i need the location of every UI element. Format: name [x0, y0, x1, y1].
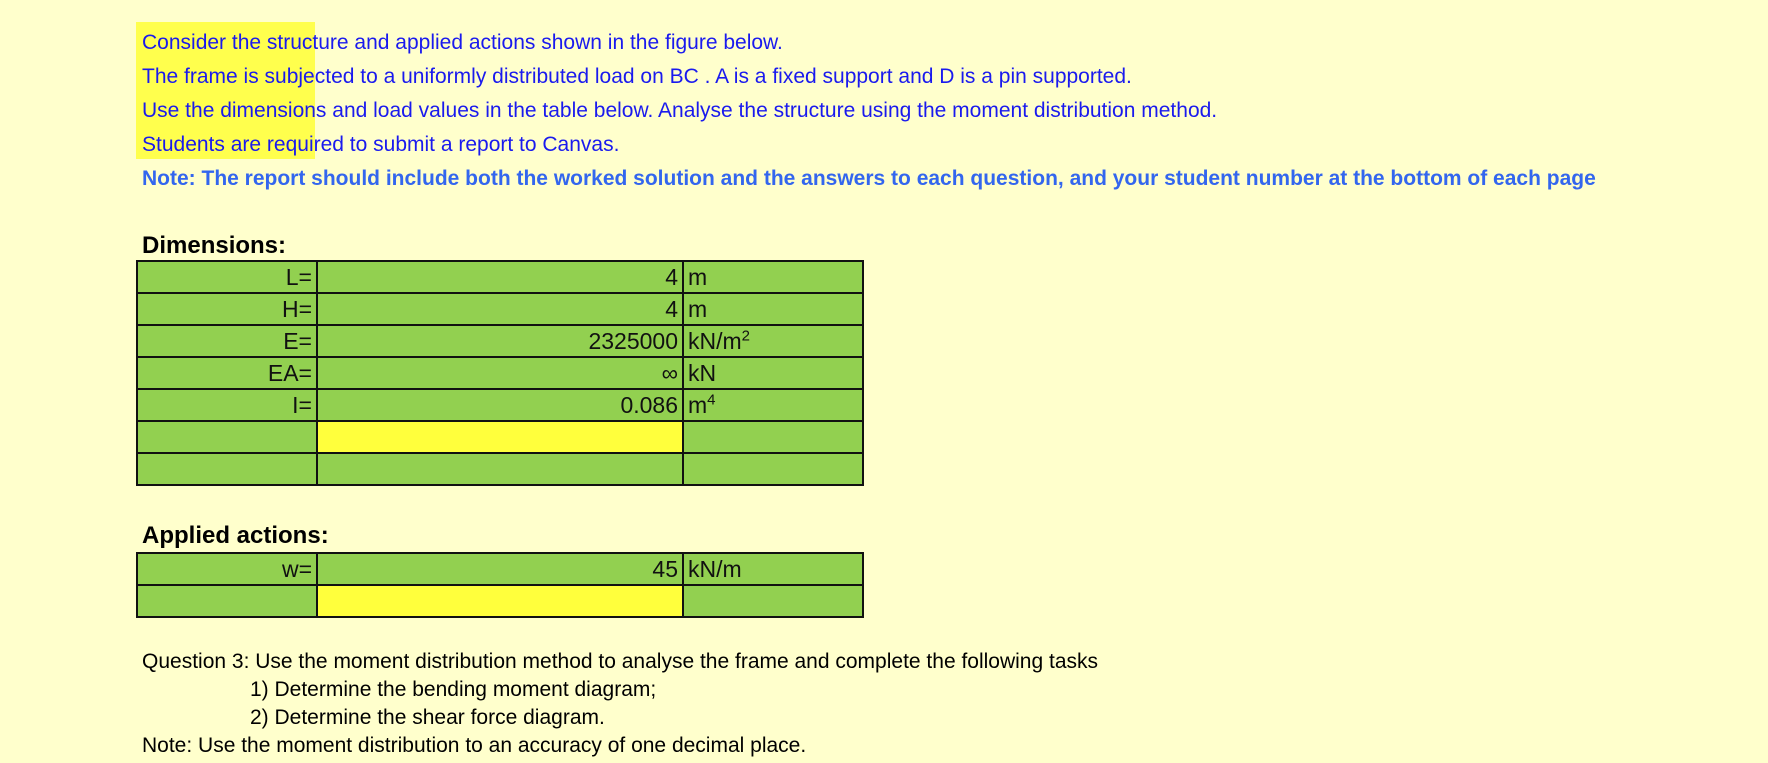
question-title: Question 3: Use the moment distribution method to analyse the frame and complete the following tasks: [142, 650, 1099, 673]
intro-line-4: Students are required to submit a report to Canvas.: [142, 133, 620, 156]
dimension-label[interactable]: E=: [137, 325, 317, 357]
dimension-unit[interactable]: [683, 357, 863, 389]
question-task-1: 1) Determine the bending moment diagram;: [250, 678, 657, 701]
empty-cell[interactable]: [683, 453, 863, 485]
dimensions-heading: Dimensions:: [142, 232, 287, 259]
dimension-unit[interactable]: [683, 389, 863, 421]
dimension-value[interactable]: ∞: [317, 357, 683, 389]
empty-cell[interactable]: [683, 421, 863, 453]
dimension-label[interactable]: EA=: [137, 357, 317, 389]
empty-input-cell[interactable]: [317, 585, 683, 617]
dimension-value[interactable]: 2325000: [317, 325, 683, 357]
actions-table: [136, 552, 864, 618]
dimension-label[interactable]: H=: [137, 293, 317, 325]
dimension-unit[interactable]: [683, 261, 863, 293]
table-row: [137, 421, 863, 453]
dimension-value[interactable]: 4: [317, 293, 683, 325]
intro-line-2: The frame is subjected to a uniformly distributed load on BC . A is a fixed support and D is a pin supported.: [142, 65, 1132, 88]
dimension-value[interactable]: 0.086: [317, 389, 683, 421]
table-row: [137, 585, 863, 617]
table-row: [137, 389, 863, 421]
table-row: [137, 325, 863, 357]
empty-cell[interactable]: [137, 453, 317, 485]
empty-cell[interactable]: [137, 421, 317, 453]
empty-input-cell[interactable]: [317, 421, 683, 453]
intro-line-3: Use the dimensions and load values in the table below. Analyse the structure using the moment distribution method.: [142, 99, 1218, 122]
unit-text: kN: [688, 360, 717, 386]
unit-text: kN/m: [688, 328, 742, 354]
unit-text: m: [688, 392, 708, 418]
unit-text: m: [688, 264, 708, 290]
action-label[interactable]: w=: [137, 553, 317, 585]
intro-line-1: Consider the structure and applied actions shown in the figure below.: [142, 31, 783, 54]
action-unit[interactable]: kN/m: [683, 553, 863, 585]
dimension-unit[interactable]: [683, 293, 863, 325]
unit-exponent: 4: [707, 391, 716, 409]
dimension-unit[interactable]: [683, 325, 863, 357]
table-row: [137, 261, 863, 293]
dimensions-table: [136, 260, 864, 486]
question-note: Note: Use the moment distribution to an accuracy of one decimal place.: [142, 734, 807, 757]
table-row: [137, 453, 863, 485]
unit-exponent: 2: [741, 327, 751, 345]
table-row: [137, 553, 863, 585]
action-value[interactable]: 45: [317, 553, 683, 585]
actions-heading: Applied actions:: [142, 522, 329, 549]
question-task-2: 2) Determine the shear force diagram.: [250, 706, 605, 729]
unit-text: m: [688, 296, 708, 322]
table-row: [137, 357, 863, 389]
dimension-value[interactable]: 4: [317, 261, 683, 293]
dimension-label[interactable]: I=: [137, 389, 317, 421]
dimension-label[interactable]: L=: [137, 261, 317, 293]
table-row: [137, 293, 863, 325]
empty-cell[interactable]: [683, 585, 863, 617]
empty-cell[interactable]: [317, 453, 683, 485]
intro-note: Note: The report should include both the worked solution and the answers to each question, and your student number at the bottom of each page: [142, 167, 1596, 190]
empty-cell[interactable]: [137, 585, 317, 617]
